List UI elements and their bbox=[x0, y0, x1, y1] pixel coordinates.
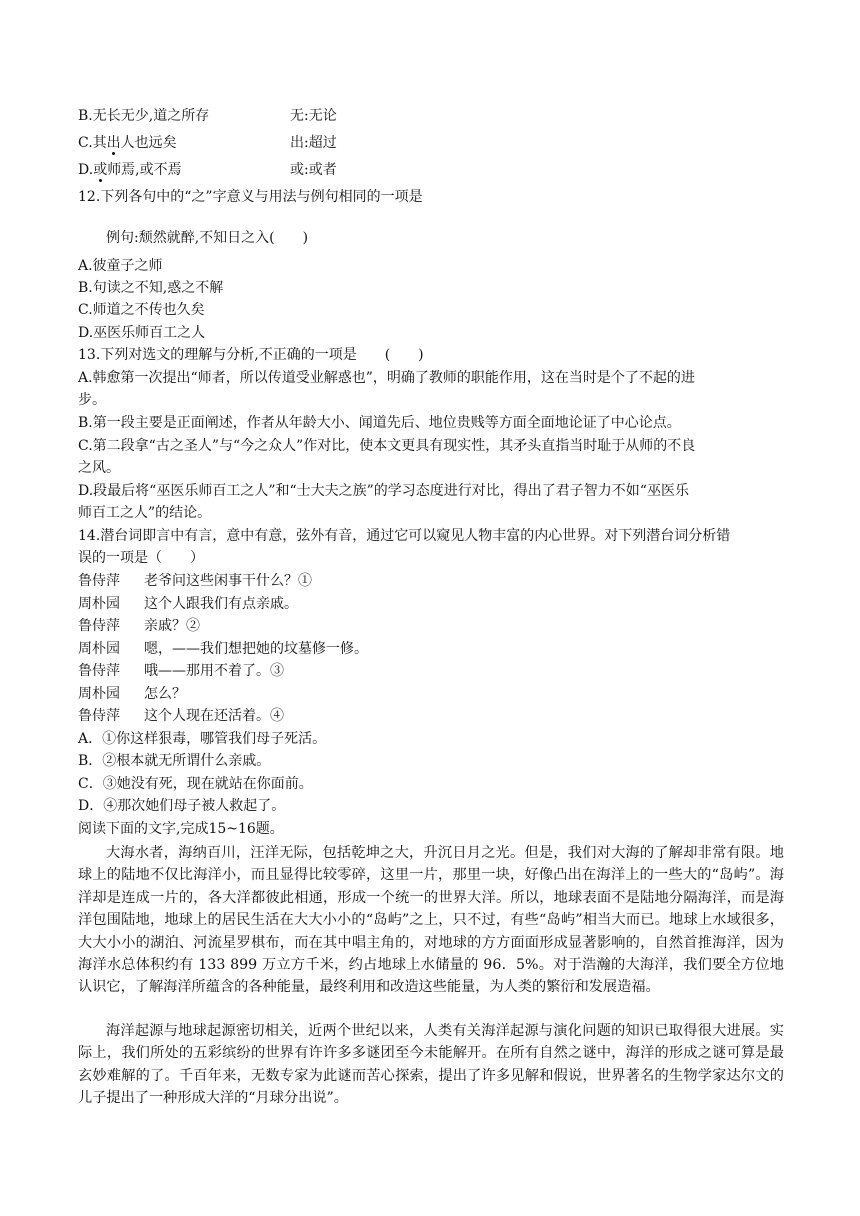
reading-intro: 阅读下面的文字,完成15~16题。 bbox=[78, 821, 284, 837]
speaker: 鲁侍萍 bbox=[78, 618, 120, 634]
speaker: 周朴园 bbox=[78, 686, 120, 702]
q11-option-d-dotted: 或 bbox=[93, 162, 108, 178]
q11-option-d-gloss: 或:或者 bbox=[290, 162, 337, 178]
q11-option-d-post: 师焉,或不焉 bbox=[107, 162, 182, 178]
q14-option-d: D．④那次她们母子被人救起了。 bbox=[78, 798, 286, 814]
q11-option-d-pre: D. bbox=[78, 162, 94, 178]
q14-option-b: B．②根本就无所谓什么亲戚。 bbox=[78, 753, 271, 769]
q11-option-c-dotted: 出 bbox=[106, 135, 121, 151]
speaker: 周朴园 bbox=[78, 596, 120, 612]
dialogue-line bbox=[78, 661, 284, 681]
q12-option-d: D.巫医乐师百工之人 bbox=[78, 325, 206, 341]
q12-stem: 12.下列各句中的“之”字意义与用法与例句相同的一项是 bbox=[78, 189, 423, 205]
q11-option-b bbox=[78, 106, 337, 126]
q11-option-c bbox=[78, 133, 337, 153]
q12-option-c: C.师道之不传也久矣 bbox=[78, 302, 205, 318]
q14-stem-line1: 14.潜台词即言中有言，意中有意，弦外有音，通过它可以窥见人物丰富的内心世界。对下列潜台词分析错 bbox=[78, 528, 731, 544]
q11-option-c-gloss: 出:超过 bbox=[290, 135, 337, 151]
q12-example: 例句:颓然就醉,不知日之入( ) bbox=[106, 230, 309, 246]
speech: 怎么？ bbox=[144, 686, 186, 702]
speaker: 周朴园 bbox=[78, 641, 120, 657]
q13-option-c-line2: 之风。 bbox=[78, 460, 120, 476]
q13-option-a-line2: 步。 bbox=[78, 392, 106, 408]
speech: 嗯，——我们想把她的坟墓修一修。 bbox=[144, 641, 368, 657]
speech: 亲戚？② bbox=[144, 618, 200, 634]
passage-paragraph-2: 海洋起源与地球起源密切相关，近两个世纪以来，人类有关海洋起源与演化问题的知识已取得很大进展。实际上，我们所处的五彩缤纷的世界有许许多多谜团至今未能解开。在所有自然之谜中，海洋的形成之谜可算是最玄妙难解的了。千百年来，无数专家为此谜而苦心探索，提出了许多见解和假说，世界著名的生物学家达尔文的儿子提出了一种形成大洋的“月球分出说”。 bbox=[78, 1023, 784, 1107]
dialogue-line bbox=[78, 571, 312, 591]
speech: 这个人跟我们有点亲戚。 bbox=[144, 596, 298, 612]
q11-option-c-post: 人也远矣 bbox=[120, 135, 177, 151]
dialogue-line bbox=[78, 639, 368, 659]
speaker: 鲁侍萍 bbox=[78, 708, 120, 724]
q13-option-a-line1: A.韩愈第一次提出“师者，所以传道受业解惑也”，明确了教师的职能作用，这在当时是个了不起的进 bbox=[78, 370, 695, 386]
speech: 哦——那用不着了。③ bbox=[144, 663, 284, 679]
q13-stem: 13.下列对选文的理解与分析,不正确的一项是 ( ) bbox=[78, 347, 424, 363]
speaker: 鲁侍萍 bbox=[78, 663, 120, 679]
passage-paragraph-1: 大海水者，海纳百川，汪洋无际，包括乾坤之大，升沉日月之光。但是，我们对大海的了解却非常有限。地球上的陆地不仅比海洋小，而且显得比较零碎，这里一片，那里一块，好像凸出在海洋上的一些大的“岛屿”。海洋却是连成一片的，各大洋都彼此相通，形成一个统一的世界大洋。所以，地球表面不是陆地分隔海洋，而是海洋包围陆地，地球上的居民生活在大大小小的“岛屿”之上，只不过，有些“岛屿”相当大而已。地球上水域很多，大大小小的湖泊、河流星罗棋布，而在其中唱主角的，对地球的方方面面形成显著影响的，自然首推海洋，因为海洋水总体积约有 133 899 万立方千米，约占地球上水储量的 96．5%。对于浩瀚的大海洋，我们要全方位地认识它，了解海洋所蕴含的各种能量，最终利用和改造这些能量，为人类的繁衍和发展造福。 bbox=[78, 845, 784, 996]
dialogue-line bbox=[78, 594, 298, 614]
speech: 老爷问这些闲事干什么？① bbox=[144, 573, 312, 589]
q11-option-c-pre: C.其 bbox=[78, 135, 107, 151]
dialogue-line bbox=[78, 616, 200, 636]
dialogue-line bbox=[78, 684, 186, 704]
dialogue-line bbox=[78, 706, 284, 726]
q13-option-c-line1: C.第二段拿“古之圣人”与“今之众人”作对比，使本文更具有现实性，其矛头直指当时耻于从师的不良 bbox=[78, 438, 696, 454]
q14-stem-line2: 误的一项是（ ） bbox=[78, 550, 204, 566]
q13-option-d-line1: D.段最后将“巫医乐师百工之人”和“士大夫之族”的学习态度进行对比，得出了君子智力不如“巫医乐 bbox=[78, 483, 689, 499]
q11-option-d bbox=[78, 160, 337, 180]
q14-option-a: A．①你这样狠毒，哪管我们母子死活。 bbox=[78, 731, 327, 747]
q14-option-c: C．③她没有死，现在就站在你面前。 bbox=[78, 776, 313, 792]
speaker: 鲁侍萍 bbox=[78, 573, 120, 589]
speech: 这个人现在还活着。④ bbox=[144, 708, 284, 724]
q12-option-a: A.彼童子之师 bbox=[78, 258, 163, 274]
q13-option-b: B.第一段主要是正面阐述，作者从年龄大小、闻道先后、地位贵贱等方面全面地论证了中心论点。 bbox=[78, 415, 681, 431]
q11-option-b-gloss: 无:无论 bbox=[290, 108, 337, 124]
q11-option-b-text: B.无长无少,道之所存 bbox=[78, 108, 210, 124]
q13-option-d-line2: 师百工之人”的结论。 bbox=[78, 505, 212, 521]
q12-option-b: B.句读之不知,惑之不解 bbox=[78, 280, 224, 296]
